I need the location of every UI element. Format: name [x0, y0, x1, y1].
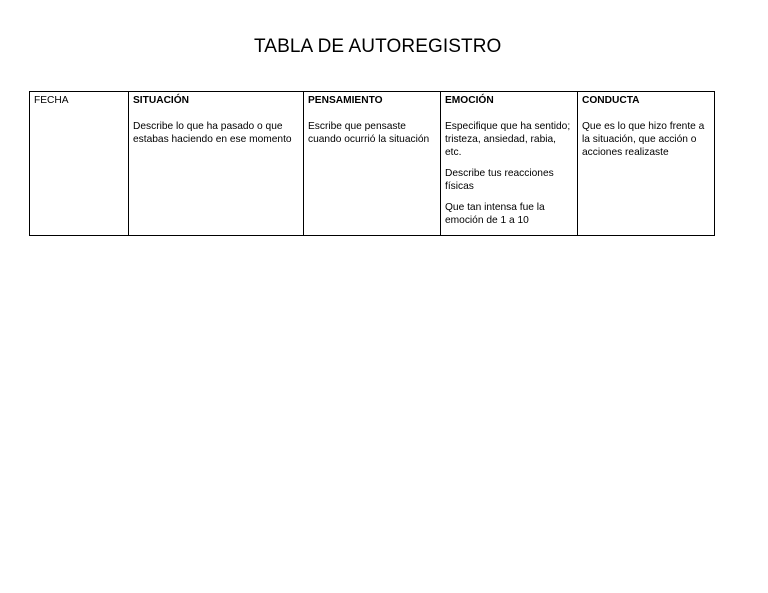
table-row: [30, 92, 715, 236]
emocion-header: EMOCIÓN: [445, 95, 494, 106]
emocion-instruction-physical: Describe tus reacciones físicas: [445, 168, 554, 192]
autoregistro-table: [29, 91, 715, 236]
conducta-instruction: Que es lo que hizo frente a la situación, que acción o acciones realizaste: [582, 121, 705, 158]
emocion-cell: [441, 92, 578, 236]
emocion-instruction-intensity: Que tan intensa fue la emoción de 1 a 10: [445, 202, 545, 226]
fecha-cell: [30, 92, 129, 236]
pensamiento-instruction: Escribe que pensaste cuando ocurrió la situación: [308, 121, 430, 145]
fecha-header: FECHA: [34, 95, 69, 106]
page-title: TABLA DE AUTOREGISTRO: [254, 36, 502, 57]
situacion-cell: [129, 92, 304, 236]
emocion-instruction-feelings: Especifique que ha sentido; tristeza, ansiedad, rabia, etc.: [445, 121, 571, 158]
conducta-header: CONDUCTA: [582, 95, 640, 106]
pensamiento-cell: [304, 92, 441, 236]
conducta-cell: [578, 92, 715, 236]
situacion-instruction: Describe lo que ha pasado o que estabas haciendo en ese momento: [133, 121, 292, 145]
pensamiento-header: PENSAMIENTO: [308, 95, 383, 106]
situacion-header: SITUACIÓN: [133, 95, 190, 106]
